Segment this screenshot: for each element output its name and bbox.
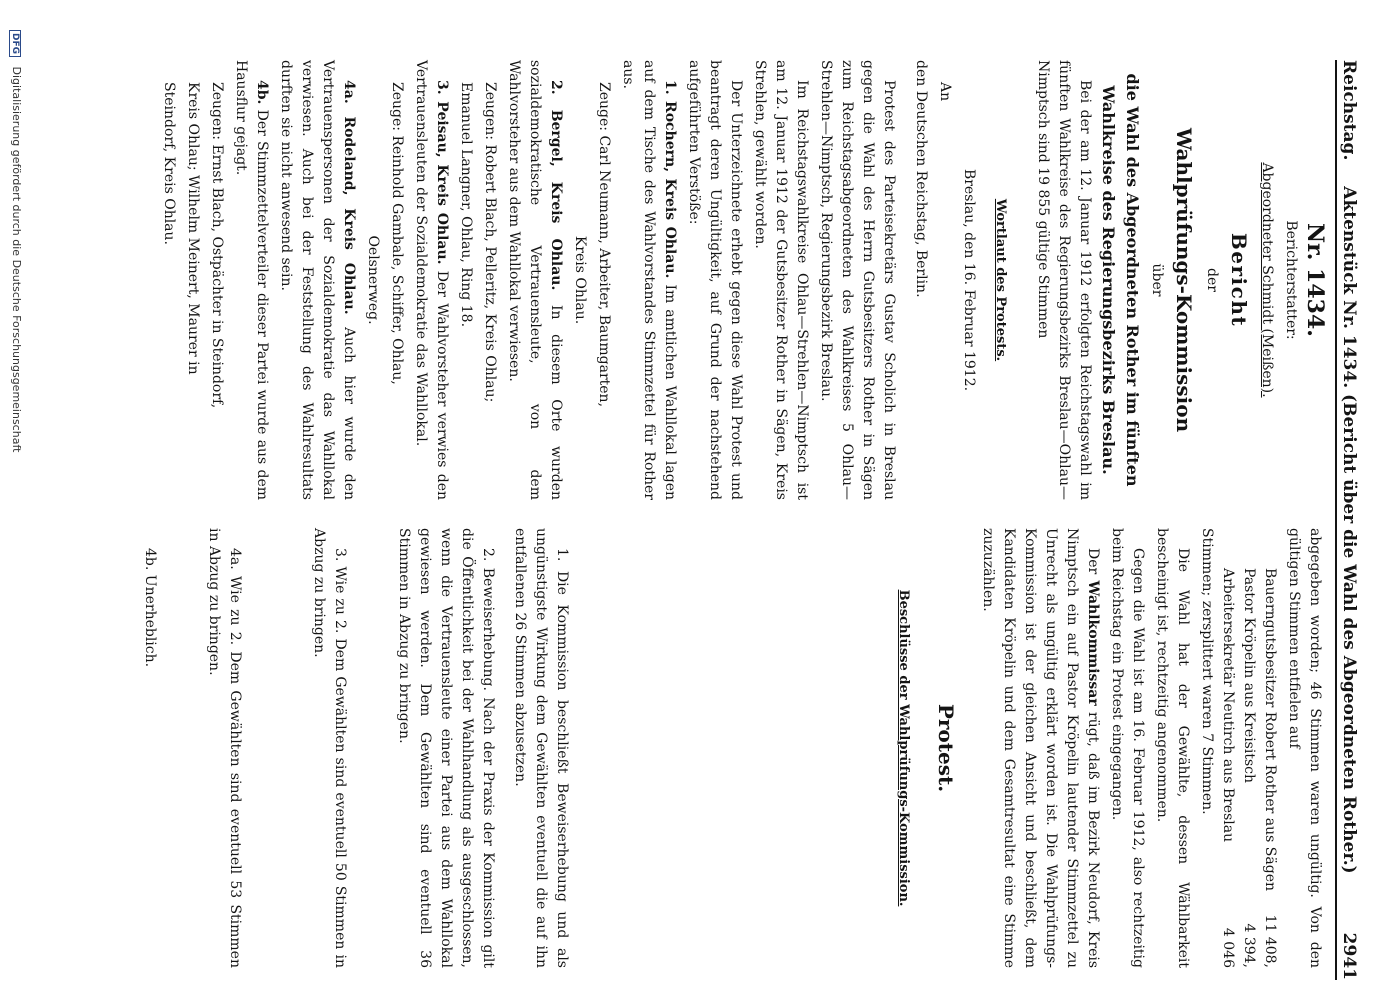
left-column [155, 60, 1328, 501]
vote-row [1238, 528, 1259, 968]
item-3-text: Der Wahlvorsteher verwies den Vertrauensleuten der Sozialdemokratie das Wahllokal. [413, 60, 450, 500]
item-2-witness-1: Zeugen: Robert Blach, Pelleritz, Kreis Ohlau; [482, 82, 498, 403]
letter-address: den Deutschen Reichstag, Berlin. [913, 60, 929, 298]
item-4a-place: 4a. Rodeland, Kreis Ohlau. [341, 80, 357, 315]
beschluesse-heading: Beschlüsse der Wahlprüfungs-Kommission. [896, 589, 911, 907]
page-header [1333, 60, 1373, 980]
item-4b-witness-2: Kreis Ohlau; Wilhelm Meinert, Maurer in [185, 82, 201, 375]
item-1-place: 1. Rochern, Kreis Ohlau. [662, 80, 678, 279]
report-der: der [1204, 268, 1220, 292]
digitization-note [9, 30, 23, 990]
document-number: Nr. 1434. [1302, 223, 1328, 337]
item-4b-text: Der Stimmzettelverteiler dieser Partei wurde aus dem Hausflur gejagt. [233, 60, 270, 500]
berichterstatter-label: Berichterstatter: [1283, 220, 1299, 340]
vote-candidate: Pastor Kröpelin aus Kreisitsch [1241, 568, 1257, 784]
protest-paragraph-2: Im Reichstagswahlkreise Ohlau—Strehlen—Nimptsch ist am 12. Januar 1912 der Gutsbesitzer Rother in Sägen, Kreis Strehlen, gewählt worden. [752, 60, 810, 500]
subject-line-1: die Wahl des Abgeordneten Rother im fünften [1123, 73, 1142, 487]
report-ueber: über [1149, 263, 1165, 297]
report-title: Bericht [1227, 232, 1251, 328]
digitization-text: Digitalisierung gefördert durch die Deutsche Forschungsgemeinschaft [10, 66, 23, 453]
item-4a-text: Auch hier wurde den Vertrauenspersonen der Sozialdemokratie das Wahllokal verwiesen. Auch bei der Feststellung des Wahlresultats durften sie nicht anwesend sein. [278, 60, 357, 501]
wortlaut-heading: Wortlaut des Protests. [993, 198, 1008, 362]
votes-list [1217, 528, 1280, 968]
decision-4a: 4a. Wie zu 2. Dem Gewählten sind eventuell 53 Stimmen in Abzug zu bringen. [206, 528, 243, 968]
intro-paragraph: Bei der am 12. Januar 1912 erfolgten Reichstagswahl im fünften Wahlkreise des Regierungsbezirks Breslau—Ohlau—Nimptsch sind 19 855 gültige Stimmen [1035, 60, 1093, 500]
header-left: Reichstag. [1339, 60, 1359, 161]
letter-date: Breslau, den 16. Februar 1912. [961, 168, 977, 392]
item-2-place: 2. Bergel, Kreis Ohlau. [548, 80, 564, 291]
decision-2: 2. Beweiserhebung. Nach der Praxis der Kommission gilt die Öffentlichkeit bei der Wahlhandlung als ausgeschlossen, wenn die Vertrauensleute einer Partei aus dem Wahllokal gewiesen werden. Dem Gewählten sind eventuell 36 Stimmen in Abzug zu bringen. [396, 528, 496, 968]
subject-line-2: Wahlkreise des Regierungsbezirks Breslau. [1099, 85, 1118, 475]
decision-3: 3. Wie zu 2. Dem Gewählten sind eventuell 50 Stimmen in Abzug zu bringen. [311, 528, 348, 968]
decision-1: 1. Die Kommission beschließt Beweiserhebung und als ungünstigste Wirkung dem Gewählten eventuell die auf ihn entfallenen 26 Stimmen abzusetzen. [512, 528, 570, 968]
item-3-place: 3. Peisau, Kreis Ohlau. [434, 80, 450, 265]
item-1-witness-2: Kreis Ohlau. [572, 235, 588, 325]
vote-count: 4 394, [1241, 923, 1257, 968]
page-number: 2941 [1339, 932, 1359, 980]
vote-count: 4 046 [1220, 927, 1236, 968]
right-column [136, 528, 1325, 968]
protest-heading: Protest. [934, 703, 958, 793]
item-1-witness-1: Zeuge: Carl Neumann, Arbeiter, Baumgarten, [596, 82, 612, 408]
item-2-text: In diesem Orte wurden sozialdemokratische Vertrauensleute, von dem Wahlvorsteher aus dem Wahllokal verwiesen. [506, 60, 564, 500]
vote-row [1217, 528, 1238, 968]
vote-row [1259, 528, 1280, 968]
header-rule [1335, 60, 1337, 980]
item-3-witness-1: Zeuge: Reinhold Gambale, Schiffer, Ohlau, [389, 82, 405, 385]
item-2-witness-2: Emanuel Langner, Ohlau, Ring 18. [458, 82, 474, 328]
item-4b-place: 4b. [254, 80, 270, 105]
letter-an: An [937, 82, 953, 102]
votes-scattered: Stimmen; zersplittert waren 7 Stimmen. [1199, 528, 1215, 815]
protest-paragraph-1: Protest des Parteisekretärs Gustav Scholich in Breslau gegen die Wahl des Herrn Gutsbesitzers Rother in Sägen zum Reichstagsabgeordneten des Wahlkreises 5 Ohlau—Strehlen—Nimptsch, Regierungsbezirk Breslau. [818, 60, 897, 500]
berichterstatter-name: Abgeordneter Schmidt (Meißen). [1259, 162, 1275, 398]
vote-candidate: Bauerngutsbesitzer Robert Rother aus Sägen [1262, 568, 1278, 891]
commissar-term: Wahlkommissar [1085, 580, 1101, 706]
item-3-witness-2: Oelsnerweg. [365, 235, 381, 325]
item-1-text: Im amtlichen Wahllokal lagen auf dem Tische des Wahlvorstandes Stimmzettel für Rother aus. [620, 60, 678, 501]
protest-received-paragraph: Gegen die Wahl ist am 16. Februar 1912, also rechtzeitig beim Reichstag ein Protest eingegangen. [1109, 528, 1146, 968]
dfg-logo: DFG [9, 30, 21, 57]
commissar-lead: Der [1085, 548, 1101, 575]
vote-count: 11 408, [1262, 914, 1278, 968]
votes-intro: abgegeben worden; 46 Stimmen waren ungültig. Von den gültigen Stimmen entfielen auf [1286, 528, 1323, 968]
protest-paragraph-3: Der Unterzeichnete erhebt gegen diese Wahl Protest und beantragt deren Ungültigkeit, auf Grund der nachstehend aufgeführten Verstöße: [686, 60, 744, 500]
header-center: Aktenstück Nr. 1434. (Bericht über die Wahl des Abgeordneten Rother.) [1339, 186, 1359, 874]
item-4b-witness-3: Steindorf, Kreis Ohlau. [161, 82, 177, 245]
commissar-text: rügt, daß im Bezirk Neudorf, Kreis Nimptsch ein auf Pastor Kröpelin lautender Stimmzettel zu Unrecht als ungültig erklärt worden ist. Die Wahlprüfungs-Kommission ist der gleichen Ansicht und beschließt, dem Kandidaten Kröpelin und dem Gesamtresultat eine Stimme zuzuzählen. [980, 528, 1101, 969]
item-4b-witness-1: Zeugen: Ernst Blach, Ostpächter in Steindorf, [209, 82, 225, 409]
vote-candidate: Arbeitersekretär Neutirch aus Breslau [1220, 568, 1236, 843]
decision-4b: 4b. Unerheblich. [142, 548, 158, 668]
acceptance-paragraph: Die Wahl hat der Gewählte, dessen Wählbarkeit bescheinigt ist, rechtzeitig angenommen. [1154, 528, 1191, 968]
commission-title: Wahlprüfungs-Kommission [1172, 127, 1196, 433]
